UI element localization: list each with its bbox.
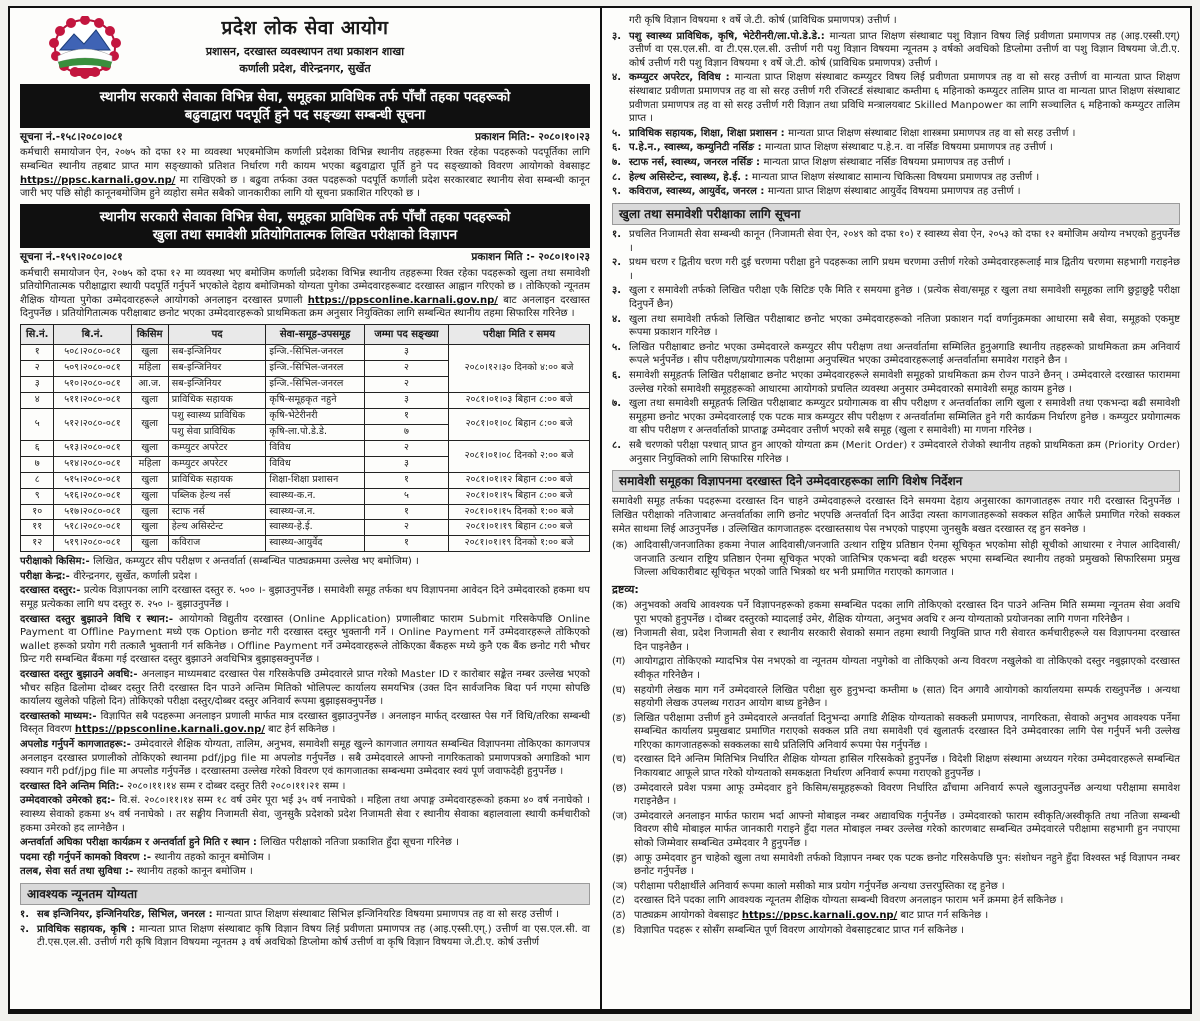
item-text: मान्यता प्राप्त शिक्षण संस्थाबाट कृषि विज्ञान विषय लिई प्रवीणता प्रमाणपत्र तह (आइ.एस्सी.एग्.) उत्तीर्ण वा एस.एल.सी. वा टी.एस.एल.सी. उत्तीर्ण गरी कृषि विज्ञान विषयमा न्यूनतम ३ वर्ष अवधिको डिप्लोमा कोर्ष उत्तीर्ण वा कृषि विज्ञान विषयमा जे.टी.ए. कोर्ष उत्तीर्ण bbox=[37, 923, 590, 949]
item-number: (क) bbox=[612, 599, 628, 611]
table-row bbox=[21, 440, 590, 456]
item-text: मान्यता प्राप्त शिक्षण संस्थाबाट सामान्य चिकित्सा विषयमा प्रमाणपत्र तह उत्तीर्ण । bbox=[752, 171, 1040, 183]
table-cell: पशु सेवा प्राविधिक bbox=[168, 425, 266, 441]
item-text: आयोगद्वारा तोकिएको म्यादभित्र पेस नभएको वा न्यूनतम योग्यता नपुगेको वा तोकिएको अन्य विवरण नखुलेको वा तोकिएको दस्तुर नबुझाएको दरखास्त स्वीकृत गरिनेछैन । bbox=[634, 656, 1180, 681]
table-cell: कृषि-ला.पो.डे.डे. bbox=[266, 425, 365, 441]
notice2-date: प्रकाशन मिति :- २०८०।१०।२३ bbox=[471, 251, 590, 264]
table-cell: विविध bbox=[266, 456, 365, 472]
item-text: वीरेन्द्रनगर, सुर्खेत, कर्णाली प्रदेश । bbox=[73, 570, 198, 582]
item-text: आफू उम्मेदवार हुन चाहेको खुला तथा समावेशी तर्फको विज्ञापन नम्बर एक पटक छनोट गरिसकेपछि पुन: संशोधन नहुने हुँदा विश्वस्त भई विज्ञापन नम्बर छनोट गर्नुपर्नेछ । bbox=[634, 852, 1180, 878]
item-number: २. bbox=[20, 923, 29, 935]
list-item bbox=[20, 710, 590, 737]
item-lead: दरखास्तको माध्यम:- bbox=[20, 710, 101, 722]
item-number: (छ) bbox=[612, 782, 627, 794]
list-item bbox=[612, 256, 1180, 283]
table-cell: २ bbox=[364, 361, 448, 377]
table-cell: खुला bbox=[131, 409, 168, 441]
table-cell: कम्प्युटर अपरेटर bbox=[168, 456, 266, 472]
item-lead: पदमा रही गर्नुपर्ने कामको विवरण :- bbox=[20, 851, 155, 863]
special-list bbox=[612, 539, 1180, 580]
list-item bbox=[612, 880, 1180, 894]
list-item bbox=[612, 894, 1180, 908]
item-number: १. bbox=[20, 909, 29, 921]
table-row bbox=[21, 393, 590, 409]
item-lead: परीक्षा केन्द्र:- bbox=[20, 570, 74, 582]
item-text: अनुभवको अवधि आवश्यक पर्ने विज्ञापनहरूको हकमा सम्बन्धित पदका लागि तोकिएको दरखास्त दिन पाउने अन्तिम मिति सम्ममा न्यूनतम सेवा अवधि पूरा भएको हुनुपर्नेछ । दोब्बर दस्तुरको म्यादलाई उमेर, शैक्षिक योग्यता, अनुभव अवधि र अन्य योग्यताको प्रयोजनका लागि गणना गरिनेछैन । bbox=[634, 599, 1180, 625]
qualification-list-right bbox=[612, 30, 1180, 199]
list-item bbox=[612, 753, 1180, 780]
org-address: कर्णाली प्रदेश, वीरेन्द्रनगर, सुर्खेत bbox=[239, 61, 371, 75]
org-dept: प्रशासन, दरखास्त व्यवस्थापन तथा प्रकाशन शाखा bbox=[205, 44, 405, 58]
item-text: मान्यता प्राप्त शिक्षण संस्थाबाट कम्प्युटर विषय लिई प्रवीणता प्रमाणपत्र तह वा सो सरह उत्तीर्ण वा मान्यता प्राप्त शिक्षण संस्थाबाट प्रवीणता प्रमाणपत्र तह वा सो सरह उत्तीर्ण गरी रजिस्टर्ड संस्थाबाट कम्तीमा ६ महिनाको कम्प्युटर तालिम प्राप्त वा मान्यता प्राप्त शिक्षण संस्थाबाट प्रवीणता प्रमाणपत्र तह वा सो सरह उत्तीर्ण गरी विज्ञान तथा प्रविधि मन्त्रालयबाट Skilled Manpower का लागि सञ्चालित ६ महिनाको कम्प्युटर तालिम प्राप्त । bbox=[629, 72, 1180, 125]
item-text: स्थानीय तहको कानून बमोजिम । bbox=[154, 851, 271, 863]
notice1-date: प्रकाशन मिति:- २०८०।१०।२३ bbox=[475, 131, 590, 144]
table-cell: २ bbox=[364, 520, 448, 536]
list-item bbox=[20, 865, 590, 879]
list-item bbox=[612, 369, 1180, 396]
list-item bbox=[20, 555, 590, 569]
item-number: (क) bbox=[612, 540, 628, 552]
item-text: लिखित परीक्षाबाट छनोट भएका उम्मेदवारले कम्प्युटर सीप परीक्षण तथा अन्तर्वार्तामा सम्मिलित हुनुअगाडि स्थानीय तहहरूको प्राथमिकता क्रम अनिवार्य रूपले भर्नुपर्नेछ । सीप परीक्षण/प्रयोगात्मक परीक्षामा अनुपस्थित भएका उम्मेदवारहरूलाई अन्तर्वार्तामा समावेश गराइने छैन । bbox=[629, 341, 1180, 367]
item-text: विज्ञापित सबै पदहरूमा अनलाइन प्रणाली मार्फत मात्र दरखास्त बुझाउनुपर्नेछ । अनलाइन मार्फत् दरखास्त पेस गर्ने विधि/तरिका सम्बन्धी विस्तृत विवरण https://ppsconline.karnali.gov.np/ बाट हेर्न सकिनेछ । bbox=[20, 710, 590, 736]
table-cell: ७ bbox=[364, 425, 448, 441]
item-text: विज्ञापित पदहरू र सोसँग सम्बन्धित पूर्ण विवरण आयोगको वेबसाइटबाट प्राप्त गर्न सकिनेछ । bbox=[634, 924, 965, 936]
list-item bbox=[612, 852, 1180, 879]
section-qualification-title: आवश्यक न्यूनतम योग्यता bbox=[20, 883, 590, 905]
positions-table bbox=[20, 324, 590, 552]
notice2-body: कर्मचारी समायोजन ऐन, २०७५ को दफा १२ मा व्यवस्था भए बमोजिम कर्णाली प्रदेशका विभिन्न स्थानीय तहहरूमा रिक्त रहेका पदहरूको खुला तथा समावेशी प्रतियोगितात्मक परीक्षाद्वारा स्थायी पदपूर्ति गर्नुपर्ने भएकोले देहाय बमोजिमको योग्यता पुगेका उम्मेदवारहरूबाट दरखास्त आह्वान गरिएको छ । तोकिएको न्यूनतम शैक्षिक योग्यता पुगेका उम्मेदवारहरूले आयोगको अनलाइन दरखास्त प्रणाली https://ppsconline.karnali.gov.np/ बाट अनलाइन दरखास्त दिनुपर्नेछ । प्रतियोगितात्मक परीक्षाबाट छनोट भएका उम्मेदवारहरूको प्राथमिकता क्रम अनुसार नियुक्तिका लागि सम्बन्धित स्थानीय तहमा सिफारिस गरिनेछ । bbox=[20, 267, 591, 320]
table-cell: २ bbox=[364, 377, 448, 393]
table-cell: आ.ज. bbox=[131, 377, 168, 393]
item-lead: प्राविधिक सहायक, शिक्षा, शिक्षा प्रशासन : bbox=[629, 127, 789, 139]
item-text: अनलाइन माध्यमबाट दरखास्त पेस गरिसकेपछि उम्मेदवारले प्राप्त गरेको Master ID र कारोबार सङ्केत नम्बर उल्लेख भएको भौचर सहित ढिलोमा दोब्बर दस्तुर तिरी दरखास्त दिन पाउने अन्तिम मितिको भोलिपल्ट कार्यालय समयभित्र (उक्त दिन सार्वजनिक बिदा पर्न गएमा सोपछि कार्यालय खुलेको पहिलो दिन) तोकिएको परीक्षा दस्तुर/दोब्बर दस्तुर अनिवार्य रूपमा बुझाइसक्नुपर्नेछ । bbox=[20, 669, 590, 708]
item-number: ७. bbox=[612, 398, 621, 410]
item-text: मान्यता प्राप्त शिक्षण संस्थाबाट सिभिल इन्जिनियरिङ विषयमा प्रमाणपत्र तह वा सो सरह उत्तीर्ण । bbox=[216, 909, 560, 921]
table-row bbox=[21, 409, 590, 425]
link-url[interactable]: https://ppsc.karnali.gov.np/ bbox=[20, 174, 176, 186]
open-inclusive-list bbox=[612, 228, 1180, 466]
table-cell: इन्जि.-सिभिल-जनरल bbox=[266, 345, 365, 361]
table-column-header: सि.नं. bbox=[21, 324, 54, 345]
item-number: (ड) bbox=[612, 924, 626, 936]
item-text: खुला र समावेशी तर्फको लिखित परीक्षा एकै सिटिङ एकै मिति र समयमा हुनेछ । (प्रत्येक सेवा/समूह र खुला तथा समावेशी समूहका लागि छुट्टाछुट्टै परीक्षा दिनुपर्ने छैन) bbox=[629, 285, 1180, 310]
item-lead: प.हे.न., स्वास्थ्य, कम्युनिटी नर्सिङ : bbox=[629, 142, 766, 154]
list-item bbox=[612, 185, 1180, 199]
table-cell: स्वास्थ्य-हे.ई. bbox=[266, 520, 365, 536]
list-item bbox=[612, 156, 1180, 170]
document-page bbox=[8, 6, 1192, 1014]
list-item bbox=[20, 668, 590, 709]
table-cell: ५ bbox=[21, 409, 54, 441]
item-lead: प्राविधिक सहायक, कृषि : bbox=[37, 923, 140, 935]
table-cell: १० bbox=[21, 504, 54, 520]
table-cell: ५१८।२०८०-०८१ bbox=[54, 520, 131, 536]
table-cell: ५१३।२०८०-०८१ bbox=[54, 440, 131, 456]
banner1-line2: बढुवाद्वारा पदपूर्ति हुने पद सङ्ख्या सम्बन्धी सूचना bbox=[184, 106, 426, 123]
list-item bbox=[612, 341, 1180, 368]
item-lead: स्टाफ नर्स, स्वास्थ्य, जनरल नर्सिङ : bbox=[629, 156, 764, 168]
table-row bbox=[21, 488, 590, 504]
table-cell: १ bbox=[364, 504, 448, 520]
item-number: ८. bbox=[612, 439, 621, 451]
list-item bbox=[20, 780, 590, 794]
table-cell: ३ bbox=[364, 456, 448, 472]
table-cell: हेल्थ असिस्टेन्ट bbox=[168, 520, 266, 536]
special-intro: समावेशी समूह तर्फका पदहरूमा दरखास्त दिन चाहने उम्मेदवाहरूले दरखास्त दिने समयमा देहाय अनुसारका कागजातहरू तयार गरी दरखास्त दिनुपर्नेछ । लिखित परीक्षाको नतिजाबाट अन्तर्वार्ताका लागि छनोट भएपछि अन्तर्वार्ता दिन आउँदा त्यस्ता कागजातहरूको सक्कल सहित आफैंले प्रमाणित गरेको सक्कल समेत साथमा लिई आउनुपर्नेछ । उल्लिखित कागजातहरू दरखास्तसाथ पेस नभएको पाइएमा जुनसुकै बखत दरखास्त रद्द हुन सक्नेछ । bbox=[612, 496, 1180, 535]
table-cell: ११ bbox=[21, 520, 54, 536]
item-text: मान्यता प्राप्त शिक्षण संस्थाबाट शिक्षा शास्त्रमा प्रमाणपत्र तह वा सो सरह उत्तीर्ण । bbox=[788, 127, 1076, 139]
table-row bbox=[21, 536, 590, 552]
table-cell: विविध bbox=[266, 440, 365, 456]
table-cell: १ bbox=[364, 472, 448, 488]
table-column-header: बि.नं. bbox=[54, 324, 131, 345]
table-cell: महिला bbox=[131, 361, 168, 377]
left-column bbox=[10, 8, 600, 1009]
drastavya-list bbox=[612, 599, 1180, 937]
item-number: ३. bbox=[612, 285, 621, 297]
table-cell: ६ bbox=[21, 440, 54, 456]
item-text: सहयोगी लेखक माग गर्ने उम्मेदवारले लिखित परीक्षा सुरु हुनुभन्दा कम्तीमा ७ (सात) दिन अगावै आयोगको कार्यालयमा सम्पर्क राख्नुपर्नेछ । अन्यथा सहयोगी लेखक उपलब्ध गराउन आयोग बाध्य हुनेछैन । bbox=[634, 684, 1180, 710]
table-cell: २०८१।०१।०८ बिहान ८:०० बजे bbox=[449, 409, 590, 441]
table-cell: कृषि-समूहकृत नहुने bbox=[266, 393, 365, 409]
table-cell: २०८०।१२।३० दिनको ४:०० बजे bbox=[449, 345, 590, 393]
item-lead: पशु स्वास्थ्य प्राविधिक, कृषि, भेटेरीनरी/ला.पो.डे.डे.: bbox=[629, 30, 830, 42]
item-number: (घ) bbox=[612, 684, 626, 696]
item-lead: सब इन्जिनियर, इन्जिनियरिङ, सिभिल, जनरल : bbox=[37, 909, 217, 921]
table-cell: कृषि-भेटेरीनरी bbox=[266, 409, 365, 425]
notice2-number: सूचना नं.-१५९।२०८०।०८१ bbox=[20, 251, 123, 264]
table-cell: २०८१।०१।१९ दिनको १:०० बजे bbox=[449, 536, 590, 552]
item-number: ८. bbox=[612, 171, 621, 183]
list-item bbox=[612, 284, 1180, 311]
list-item bbox=[612, 313, 1180, 340]
list-item bbox=[612, 141, 1180, 155]
item-text: उम्मेदवारले शैक्षिक योग्यता, तालिम, अनुभव, समावेशी समूह खुल्ने कागजात लगायत सम्बन्धित विज्ञापनमा तोकिएका कागजपत्र अनलाइन दरखास्त प्रणालीको तोकिएको स्थानमा pdf/jpg file मा अपलोड गर्नुपर्नेछ । सबै उम्मेदवारले आफ्नो नागरिकताको प्रमाणपत्रको अगाडिको भाग स्क्यान गरी pdf/jpg file मा अपलोड गर्नुपर्नेछ । दरखास्तमा उल्लेख गरेको विवरण एवं कागजातका सम्बन्धमा उम्मेदवार स्वयं पूर्ण जवाफदेही हुनुपर्नेछ । bbox=[20, 738, 590, 778]
item-text: प्रचलित निजामती सेवा सम्बन्धी कानून (निजामती सेवा ऐन, २०४९ को दफा १०) र स्वास्थ्य सेवा ऐन, २०५३ को दफा १२ बमोजिम अयोग्य नभएको हुनुपर्नेछ । bbox=[629, 229, 1180, 254]
item-number: (ठ) bbox=[612, 910, 626, 922]
table-cell: ३ bbox=[364, 393, 448, 409]
list-item bbox=[612, 684, 1180, 711]
table-cell: ५१५।२०८०-०८१ bbox=[54, 472, 131, 488]
table-cell: ५१२।२०८०-०८१ bbox=[54, 409, 131, 441]
table-cell: २ bbox=[364, 440, 448, 456]
list-item bbox=[612, 397, 1180, 438]
table-cell: २०८१।०१।०८ दिनको २:०० बजे bbox=[449, 440, 590, 472]
table-row bbox=[21, 472, 590, 488]
table-cell: ५१०।२०८०-०८१ bbox=[54, 377, 131, 393]
table-cell: २०८१।०१।१५ दिनको १:०० बजे bbox=[449, 504, 590, 520]
table-cell: इन्जि.-सिभिल-जनरल bbox=[266, 361, 365, 377]
application-details bbox=[20, 555, 590, 879]
list-item bbox=[20, 613, 590, 667]
table-cell: खुला bbox=[131, 440, 168, 456]
item-text: लिखित परीक्षाको नतिजा प्रकाशित हुँदा सूचना गरिनेछ । bbox=[260, 837, 459, 849]
item-number: (ञ) bbox=[612, 880, 628, 892]
table-cell: ५१६।२०८०-०८१ bbox=[54, 488, 131, 504]
table-cell: ५११।२०८०-०८१ bbox=[54, 393, 131, 409]
item-text: परीक्षामा परीक्षार्थीले अनिवार्य रूपमा कालो मसीको मात्र प्रयोग गर्नुपर्नेछ अन्यथा उत्तरपुस्तिका रद्द हुनेछ । bbox=[634, 880, 1005, 892]
table-cell: शिक्षा-शिक्षा प्रशासन bbox=[266, 472, 365, 488]
table-cell: स्टाफ नर्स bbox=[168, 504, 266, 520]
org-name: प्रदेश लोक सेवा आयोग bbox=[221, 17, 389, 39]
item-text: खुला तथा समावेशी समूहतर्फ लिखित परीक्षाबाट कम्प्युटर प्रयोगात्मक वा सीप परीक्षण र अन्तर्वार्ताका लागि खुला र समावेशी तथा एकभन्दा बढी समावेशी समूहमा छनोट भएका उम्मेदवारलाई एक पटक मात्र कम्प्युटर सीप परीक्षण र अन्तर्वार्तामा सम्मिलित हुने गरी कार्यक्रम निर्धारण हुनेछ । कम्प्युटर प्रयोगात्मक वा सीप परीक्षण र अन्तर्वार्ताको प्राप्ताङ्क उम्मेदवार उत्तीर्ण भएको सबै समूह (खुला र समावेशी) मा गणना गरिनेछ । bbox=[629, 398, 1180, 437]
table-cell: ५१९।२०८०-०८१ bbox=[54, 536, 131, 552]
table-column-header: सेवा-समूह-उपसमूह bbox=[266, 324, 365, 345]
item-text: दरखास्त दिने अन्तिम मितिभित्र निर्धारित शैक्षिक योग्यता हासिल गरिसकेको हुनुपर्नेछ । विदेशी शिक्षण संस्थामा अध्ययन गरेका उम्मेदवारहरूले सम्बन्धित निकायबाट आफूले प्राप्त गरेको योग्यताको समकक्षता निर्धारण अनिवार्य रूपमा गराएको हुनुपर्नेछ । bbox=[634, 754, 1180, 780]
item-text: पाठ्यक्रम आयोगको वेबसाइट https://ppsc.karnali.gov.np/ बाट प्राप्त गर्न सकिनेछ । bbox=[634, 910, 989, 922]
banner2-line1: स्थानीय सरकारी सेवाका विभिन्न सेवा, समूहका प्राविधिक तर्फ पाँचौं तहका पदहरूको bbox=[99, 208, 511, 225]
item-number: (ख) bbox=[612, 628, 628, 640]
item-lead: हेल्थ असिस्टेन्ट, स्वास्थ्य, हे.ई. : bbox=[629, 171, 753, 183]
section-open-inclusive-title: खुला तथा समावेशी परीक्षाका लागि सूचना bbox=[612, 203, 1180, 225]
item-text: उम्मेदवारले अनलाइन मार्फत फाराम भर्दा आफ्नो मोबाइल नम्बर अद्यावधिक गर्नुपर्नेछ । उम्मेदवारको फाराम स्वीकृति/अस्वीकृति तथा नतिजा सम्बन्धी विवरण सीधै मोबाइल मार्फत जानकारी गराइने हुँदा गलत मोबाइल नम्बर उल्लेख गरेको कारणबाट सम्बन्धित उम्मेदवारले परीक्षामा सहभागी हुन नपाएमा सोको जिम्मेवार सम्बन्धित उम्मेदवार नै हुनुपर्नेछ । bbox=[634, 810, 1180, 850]
notice1-number: सूचना नं.-१५८।२०८०।०८१ bbox=[20, 131, 123, 144]
table-cell: ५१४।२०८०-०८१ bbox=[54, 456, 131, 472]
banner2-line2: खुला तथा समावेशी प्रतियोगितात्मक लिखित परीक्षाको विज्ञापन bbox=[152, 227, 458, 244]
banner1-line1: स्थानीय सरकारी सेवाका विभिन्न सेवा, समूहका प्राविधिक तर्फ पाँचौं तहका पदहरूको bbox=[99, 88, 511, 105]
table-cell: खुला bbox=[131, 520, 168, 536]
table-column-header: जम्मा पद सङ्ख्या bbox=[364, 324, 448, 345]
list-item bbox=[612, 810, 1180, 851]
list-item bbox=[612, 228, 1180, 255]
item-lead: दरखास्त दस्तुर बुझाउने अवधि:- bbox=[20, 669, 142, 681]
qualification-continuation: गरी कृषि विज्ञान विषयमा १ वर्षे जे.टी. कोर्ष (प्राविधिक प्रमाणपत्र) उत्तीर्ण । bbox=[629, 15, 897, 26]
item-lead: उम्मेदवारको उमेरको हद:- bbox=[20, 795, 120, 807]
list-item bbox=[612, 30, 1180, 71]
item-number: ६. bbox=[612, 369, 621, 381]
table-cell: प्राविधिक सहायक bbox=[168, 472, 266, 488]
item-lead: दरखास्त दस्तुर:- bbox=[20, 585, 84, 597]
item-number: ५. bbox=[612, 341, 621, 353]
table-cell: ३ bbox=[364, 345, 448, 361]
table-cell: २०८१।०१।१२ बिहान ८:०० बजे bbox=[449, 472, 590, 488]
item-text: लिखित परीक्षामा उत्तीर्ण हुने उम्मेदवारले अन्तर्वार्ता दिनुभन्दा अगाडि शैक्षिक योग्यताको सक्कली प्रमाणपत्र, नागरिकता, सेवाको अनुभव आवश्यक पर्नेमा सम्बन्धित कार्यालय प्रमुखबाट प्रमाणित गराएको सक्कल प्रति तथा समावेशी एवं खुलातर्फ दरखास्त दिने उम्मेदवारका लागि पेस गर्नुपर्ने भनी उल्लेख गरिएका कागजातहरूको सक्कलका साथै प्रतिलिपि अनिवार्य रूपमा पेस गर्नुपर्नेछ । bbox=[634, 712, 1180, 751]
table-column-header: पद bbox=[168, 324, 266, 345]
table-cell: खुला bbox=[131, 488, 168, 504]
table-cell: १ bbox=[21, 345, 54, 361]
item-text: मान्यता प्राप्त शिक्षण संस्थाबाट नर्सिङ विषयमा प्रमाणपत्र तह उत्तीर्ण । bbox=[763, 156, 1011, 168]
table-cell: २०८१।०१।१९ बिहान ८:०० बजे bbox=[449, 520, 590, 536]
list-item bbox=[612, 782, 1180, 809]
table-cell: स्वास्थ्य-क.न. bbox=[266, 488, 365, 504]
item-text: समावेशी समूहतर्फ लिखित परीक्षाबाट छनोट भएका उम्मेदवारहरूले समावेशी समूहको प्राथमिकता क्रम रोज्न पाउने छैनन् । उम्मेदवारले दरखास्त फाराममा उल्लेख गरेको समावेशी समूहहरूको आधारमा आयोगको प्रचलित व्यवस्था अनुसार उम्मेदवारको समावेशी समूह कायम हुनेछ । bbox=[629, 369, 1180, 395]
right-column bbox=[600, 8, 1190, 1009]
table-cell: १ bbox=[364, 409, 448, 425]
table-cell: स्वास्थ्य-ज.न. bbox=[266, 504, 365, 520]
item-lead: दरखास्त दस्तुर बुझाउने विधि र स्थान:- bbox=[20, 613, 180, 625]
table-cell: ५ bbox=[364, 488, 448, 504]
org-header bbox=[20, 14, 590, 81]
table-cell: खुला bbox=[131, 393, 168, 409]
table-cell: २०८१।०१।०३ बिहान ८:०० बजे bbox=[449, 393, 590, 409]
item-text: प्रत्येक विज्ञापनका लागि दरखास्त दस्तुर रु. ५०० ।- बुझाउनुपर्नेछ । समावेशी समूह तर्फका थप विज्ञापनमा आवेदन दिने उम्मेदवारको हकमा थप समूह प्रत्येकका लागि थप दस्तुर रु. २५० ।- बुझाउनुपर्नेछ । bbox=[20, 585, 590, 611]
list-item bbox=[20, 908, 590, 922]
table-cell: १ bbox=[364, 536, 448, 552]
list-item bbox=[612, 127, 1180, 141]
item-text: आदिवासी/जनजातिका हकमा नेपाल आदिवासी/जनजाति उत्थान राष्ट्रिय प्रतिष्ठान ऐनमा सूचिकृत भएकोमा सोही सूचीको आधारमा र नेपाल आदिवासी/जनजाति उत्थान राष्ट्रिय प्रतिष्ठान ऐनमा सूचिकृत भएको जातिभित्र एकभन्दा बढी थरहरू भएमा सम्बन्धित स्थानीय तहको प्रमुखको सिफारिसमा प्रमुख जिल्ला अधिकारीबाट सूचिकृत भएको जाति भित्रको थर भनी प्रमाणित गराएको कागजात । bbox=[634, 540, 1180, 579]
table-header-row bbox=[21, 324, 590, 345]
table-cell: ७ bbox=[21, 456, 54, 472]
link-url[interactable]: https://ppsconline.karnali.gov.np/ bbox=[307, 294, 498, 306]
item-number: (झ) bbox=[612, 852, 628, 864]
item-lead: कविराज, स्वास्थ्य, आयुर्वेद, जनरल : bbox=[629, 186, 768, 198]
list-item bbox=[20, 584, 590, 611]
positions-table-body bbox=[21, 345, 590, 552]
notice1-meta bbox=[20, 130, 590, 144]
list-item bbox=[612, 171, 1180, 185]
list-item bbox=[20, 570, 590, 584]
table-cell: सब-इन्जिनियर bbox=[168, 345, 266, 361]
table-cell: इन्जि.-सिभिल-जनरल bbox=[266, 377, 365, 393]
item-number: ४. bbox=[612, 313, 621, 325]
list-item bbox=[612, 599, 1180, 626]
table-cell: ९ bbox=[21, 488, 54, 504]
item-text: प्रथम चरण र द्वितीय चरण गरी दुई चरणमा परीक्षा हुने पदहरूका लागि प्रथम चरणमा उत्तीर्ण गरेको उम्मेदवारहरूलाई मात्र द्वितीय चरणमा सहभागी गराइनेछ । bbox=[629, 257, 1180, 282]
list-item bbox=[20, 851, 590, 865]
item-lead: परीक्षाको किसिम:- bbox=[20, 556, 94, 568]
item-text: वि.सं. २०८०।११।१४ सम्म १८ वर्ष उमेर पूरा भई ३५ वर्ष ननाघेको । महिला तथा अपाङ्ग उम्मेदवारहरूको हकमा ४० वर्ष ननाघेको । स्वास्थ्य सेवाको हकमा ४५ वर्ष ननाघेको । तर सङ्घीय निजामती सेवा, जुनसुकै प्रदेशको प्रदेश निजामती सेवा र स्थानीय सेवाका बहालवाला स्थायी कर्मचारीको हकमा उमेरको हद लाग्नेछैन । bbox=[20, 795, 590, 834]
table-cell: ५०९।२०८०-०८१ bbox=[54, 361, 131, 377]
nepal-emblem-icon bbox=[46, 16, 124, 82]
table-cell: कविराज bbox=[168, 536, 266, 552]
item-text: निजामती सेवा, प्रदेश निजामती सेवा र स्थानीय सरकारी सेवाको समान तहमा स्थायी नियुक्ति प्राप्त गरी सेवारत कर्मचारीहरूले यस विज्ञापनमा दरखास्त दिन पाइनेछैन । bbox=[634, 628, 1180, 653]
link-url[interactable]: https://ppsconline.karnali.gov.np/ bbox=[74, 724, 265, 736]
table-cell: खुला bbox=[131, 345, 168, 361]
table-cell: खुला bbox=[131, 472, 168, 488]
item-number: (ज) bbox=[612, 810, 628, 822]
notice2-meta bbox=[20, 250, 590, 264]
table-row bbox=[21, 520, 590, 536]
item-number: ७. bbox=[612, 156, 621, 168]
item-text: खुला तथा समावेशी तर्फको लिखित परीक्षाबाट छनोट भएका उम्मेदवारहरूको नतिजा प्रकाशन गर्दा वर्णानुक्रमका आधारमा सबै सेवा, समूहको एकमुष्ट रूपमा प्रकाशन गरिनेछ । bbox=[629, 313, 1180, 339]
table-column-header: किसिम bbox=[131, 324, 168, 345]
item-lead: कम्प्युटर अपरेटर, विविध : bbox=[629, 72, 735, 84]
table-cell: पब्लिक हेल्थ नर्स bbox=[168, 488, 266, 504]
exam-ad-banner bbox=[20, 204, 590, 248]
item-number: १. bbox=[612, 229, 621, 241]
table-cell: प्राविधिक सहायक bbox=[168, 393, 266, 409]
list-item bbox=[20, 923, 590, 950]
item-number: (ट) bbox=[612, 895, 625, 907]
item-number: ३. bbox=[612, 30, 621, 42]
item-text: आयोगको विद्युतीय दरखास्त (Online Application) प्रणालीबाट फाराम Submit गरिसकेपछि Online Payment वा Offline Payment मध्ये एक Option छनोट गरी दरखास्त दस्तुर भुक्तानी गर्ने । Online Payment गर्ने उम्मेदवारहरूले तोकिएको wallet हरूको प्रयोग गरी तत्कालै भुक्तानी गर्न सकिनेछ । Offline Payment गर्ने उम्मेदवारहरूले तोकिएका बैंकहरू मध्ये कुनै एक बैंक छनोट गरी भौचर प्रिन्ट गरी सम्बन्धित बैंकमा गई दरखास्त दस्तुर बुझाउने अवधिभित्र बुझाइसक्नुपर्नेछ । bbox=[20, 613, 590, 666]
table-cell: पशु स्वास्थ्य प्राविधिक bbox=[168, 409, 266, 425]
list-item bbox=[612, 439, 1180, 466]
promotion-banner bbox=[20, 84, 590, 128]
item-number: ६. bbox=[612, 142, 621, 154]
list-item bbox=[612, 627, 1180, 654]
item-number: (ङ) bbox=[612, 712, 627, 724]
item-text: स्थानीय तहको कानून बमोजिम । bbox=[136, 866, 253, 878]
table-cell: कम्प्युटर अपरेटर bbox=[168, 440, 266, 456]
item-number: ४. bbox=[612, 72, 621, 84]
list-item bbox=[20, 794, 590, 835]
list-item bbox=[20, 738, 590, 779]
list-item bbox=[612, 909, 1180, 923]
table-cell: सब-इन्जिनियर bbox=[168, 361, 266, 377]
table-row bbox=[21, 504, 590, 520]
drastavya-title: द्रष्टव्य: bbox=[612, 583, 639, 596]
table-cell: स्वास्थ्य-आयुर्वेद bbox=[266, 536, 365, 552]
item-text: दरखास्त दिने पदका लागि आवश्यक न्यूनतम शैक्षिक योग्यता सम्बन्धी विवरण अनलाइन फाराम भर्ने क्रममा हेर्न सकिनेछ । bbox=[634, 895, 1064, 907]
item-text: सबै चरणको परीक्षा पश्चात् प्राप्त हुन आएको योग्यता क्रम (Merit Order) र उम्मेदवारले रोजेको स्थानीय तहको प्राथमिकता क्रम (Priority Order) अनुसार नियुक्तिको लागि सिफारिस गरिनेछ । bbox=[629, 439, 1180, 465]
table-cell: ५०८।२०८०-०८१ bbox=[54, 345, 131, 361]
table-cell: सब-इन्जिनियर bbox=[168, 377, 266, 393]
item-number: २. bbox=[612, 257, 621, 269]
list-item bbox=[20, 836, 590, 850]
table-cell: ५१७।२०८०-०८१ bbox=[54, 504, 131, 520]
list-item bbox=[612, 655, 1180, 682]
item-number: ९. bbox=[612, 186, 621, 198]
item-lead: तलब, सेवा सर्त तथा सुविधा :- bbox=[20, 866, 137, 878]
item-number: (ग) bbox=[612, 656, 626, 668]
table-cell: १२ bbox=[21, 536, 54, 552]
table-cell: खुला bbox=[131, 536, 168, 552]
table-cell: २ bbox=[21, 361, 54, 377]
table-cell: ३ bbox=[21, 377, 54, 393]
item-text: मान्यता प्राप्त शिक्षण संस्थाबाट पशु विज्ञान विषय लिई प्रवीणता प्रमाणपत्र तह (आइ.एस्सी.एग्) उत्तीर्ण वा एस.एल.सी. वा टी.एस.एल.सी. उत्तीर्ण गरी पशु विज्ञान विषयमा न्यूनतम ३ वर्षको अवधिको डिप्लोमा उत्तीर्ण वा पशु विज्ञान विषयमा जे.टी.ए. कोर्ष उत्तीर्ण गरी पशु विज्ञान विषयमा १ वर्षे जे.टी. कोर्ष (प्राविधिक प्रमाणपत्र) उत्तीर्ण । bbox=[629, 30, 1180, 69]
item-text: मान्यता प्राप्त शिक्षण संस्थाबाट प.हे.न. वा नर्सिङ विषयमा प्रमाणपत्र तह उत्तीर्ण । bbox=[765, 142, 1053, 154]
qualification-list-left bbox=[20, 908, 590, 950]
item-text: लिखित, कम्प्युटर सीप परीक्षण र अन्तर्वार्ता (सम्बन्धित पाठ्यक्रममा उल्लेख भए बमोजिम) । bbox=[93, 556, 419, 568]
item-text: २०८०।११।१४ सम्म र दोब्बर दस्तुर तिरी २०८०।११।२१ सम्म । bbox=[127, 780, 346, 792]
link-url[interactable]: https://ppsc.karnali.gov.np/ bbox=[741, 910, 898, 922]
table-cell: २०८१।०१।१५ बिहान ८:०० बजे bbox=[449, 488, 590, 504]
section-special-title: समावेशी समूहका विज्ञापनमा दरखास्त दिने उम्मेदवारहरूका लागि विशेष निर्देशन bbox=[612, 470, 1180, 492]
item-number: (च) bbox=[612, 754, 627, 766]
list-item bbox=[612, 71, 1180, 125]
item-text: उम्मेदवारले प्रवेश पत्रमा आफू उम्मेदवार हुने किसिम/समूहहरूको विवरण निर्धारित ढाँचामा अनिवार्य रूपले खुलाउनुपर्नेछ अन्यथा परीक्षामा समावेश गराइनेछैन । bbox=[634, 782, 1180, 808]
item-lead: अपलोड गर्नुपर्ने कागजातहरू:- bbox=[20, 738, 135, 750]
table-column-header: परीक्षा मिति र समय bbox=[449, 324, 590, 345]
table-cell: खुला bbox=[131, 504, 168, 520]
table-row bbox=[21, 345, 590, 361]
list-item bbox=[612, 712, 1180, 753]
item-lead: दरखास्त दिने अन्तिम मिति:- bbox=[20, 780, 128, 792]
table-cell: ८ bbox=[21, 472, 54, 488]
list-item bbox=[612, 539, 1180, 580]
table-cell: महिला bbox=[131, 456, 168, 472]
item-number: ५. bbox=[612, 127, 621, 139]
list-item bbox=[612, 924, 1180, 938]
notice1-body: कर्मचारी समायोजन ऐन, २०७५ को दफा १२ मा व्यवस्था भएबमोजिम कर्णाली प्रदेशका विभिन्न स्थानीय तहहरूमा रिक्त रहेका पदहरूको पदपूर्तिका लागि सम्बन्धित स्थानीय तहबाट प्राप्त माग सङ्ख्याको प्रतिशत निर्धारण गरी कायम भएका बढुवाद्वारा पूर्ति हुने पद सङ्ख्याको विवरण आयोगको वेबसाइट https://ppsc.karnali.gov.np/ मा राखिएको छ । बढुवा तर्फका उक्त पदहरूको पदपूर्ति कर्णाली प्रदेश सरकारबाट स्थानीय सेवा सम्बन्धी कानून जारी भए पछि सोही कानूनबमोजिम हुने व्यहोरा समेत सबैको जानकारीका लागि यो सूचना प्रकाशित गरिएको छ । bbox=[20, 147, 590, 200]
item-text: मान्यता प्राप्त शिक्षण संस्थाबाट आयुर्वेद विषयमा प्रमाणपत्र तह उत्तीर्ण । bbox=[767, 186, 1021, 198]
table-cell: ४ bbox=[21, 393, 54, 409]
item-lead: अन्तर्वार्ता अघिका परीक्षा कार्यक्रम र अन्तर्वार्ता हुने मिति र स्थान : bbox=[20, 837, 261, 849]
